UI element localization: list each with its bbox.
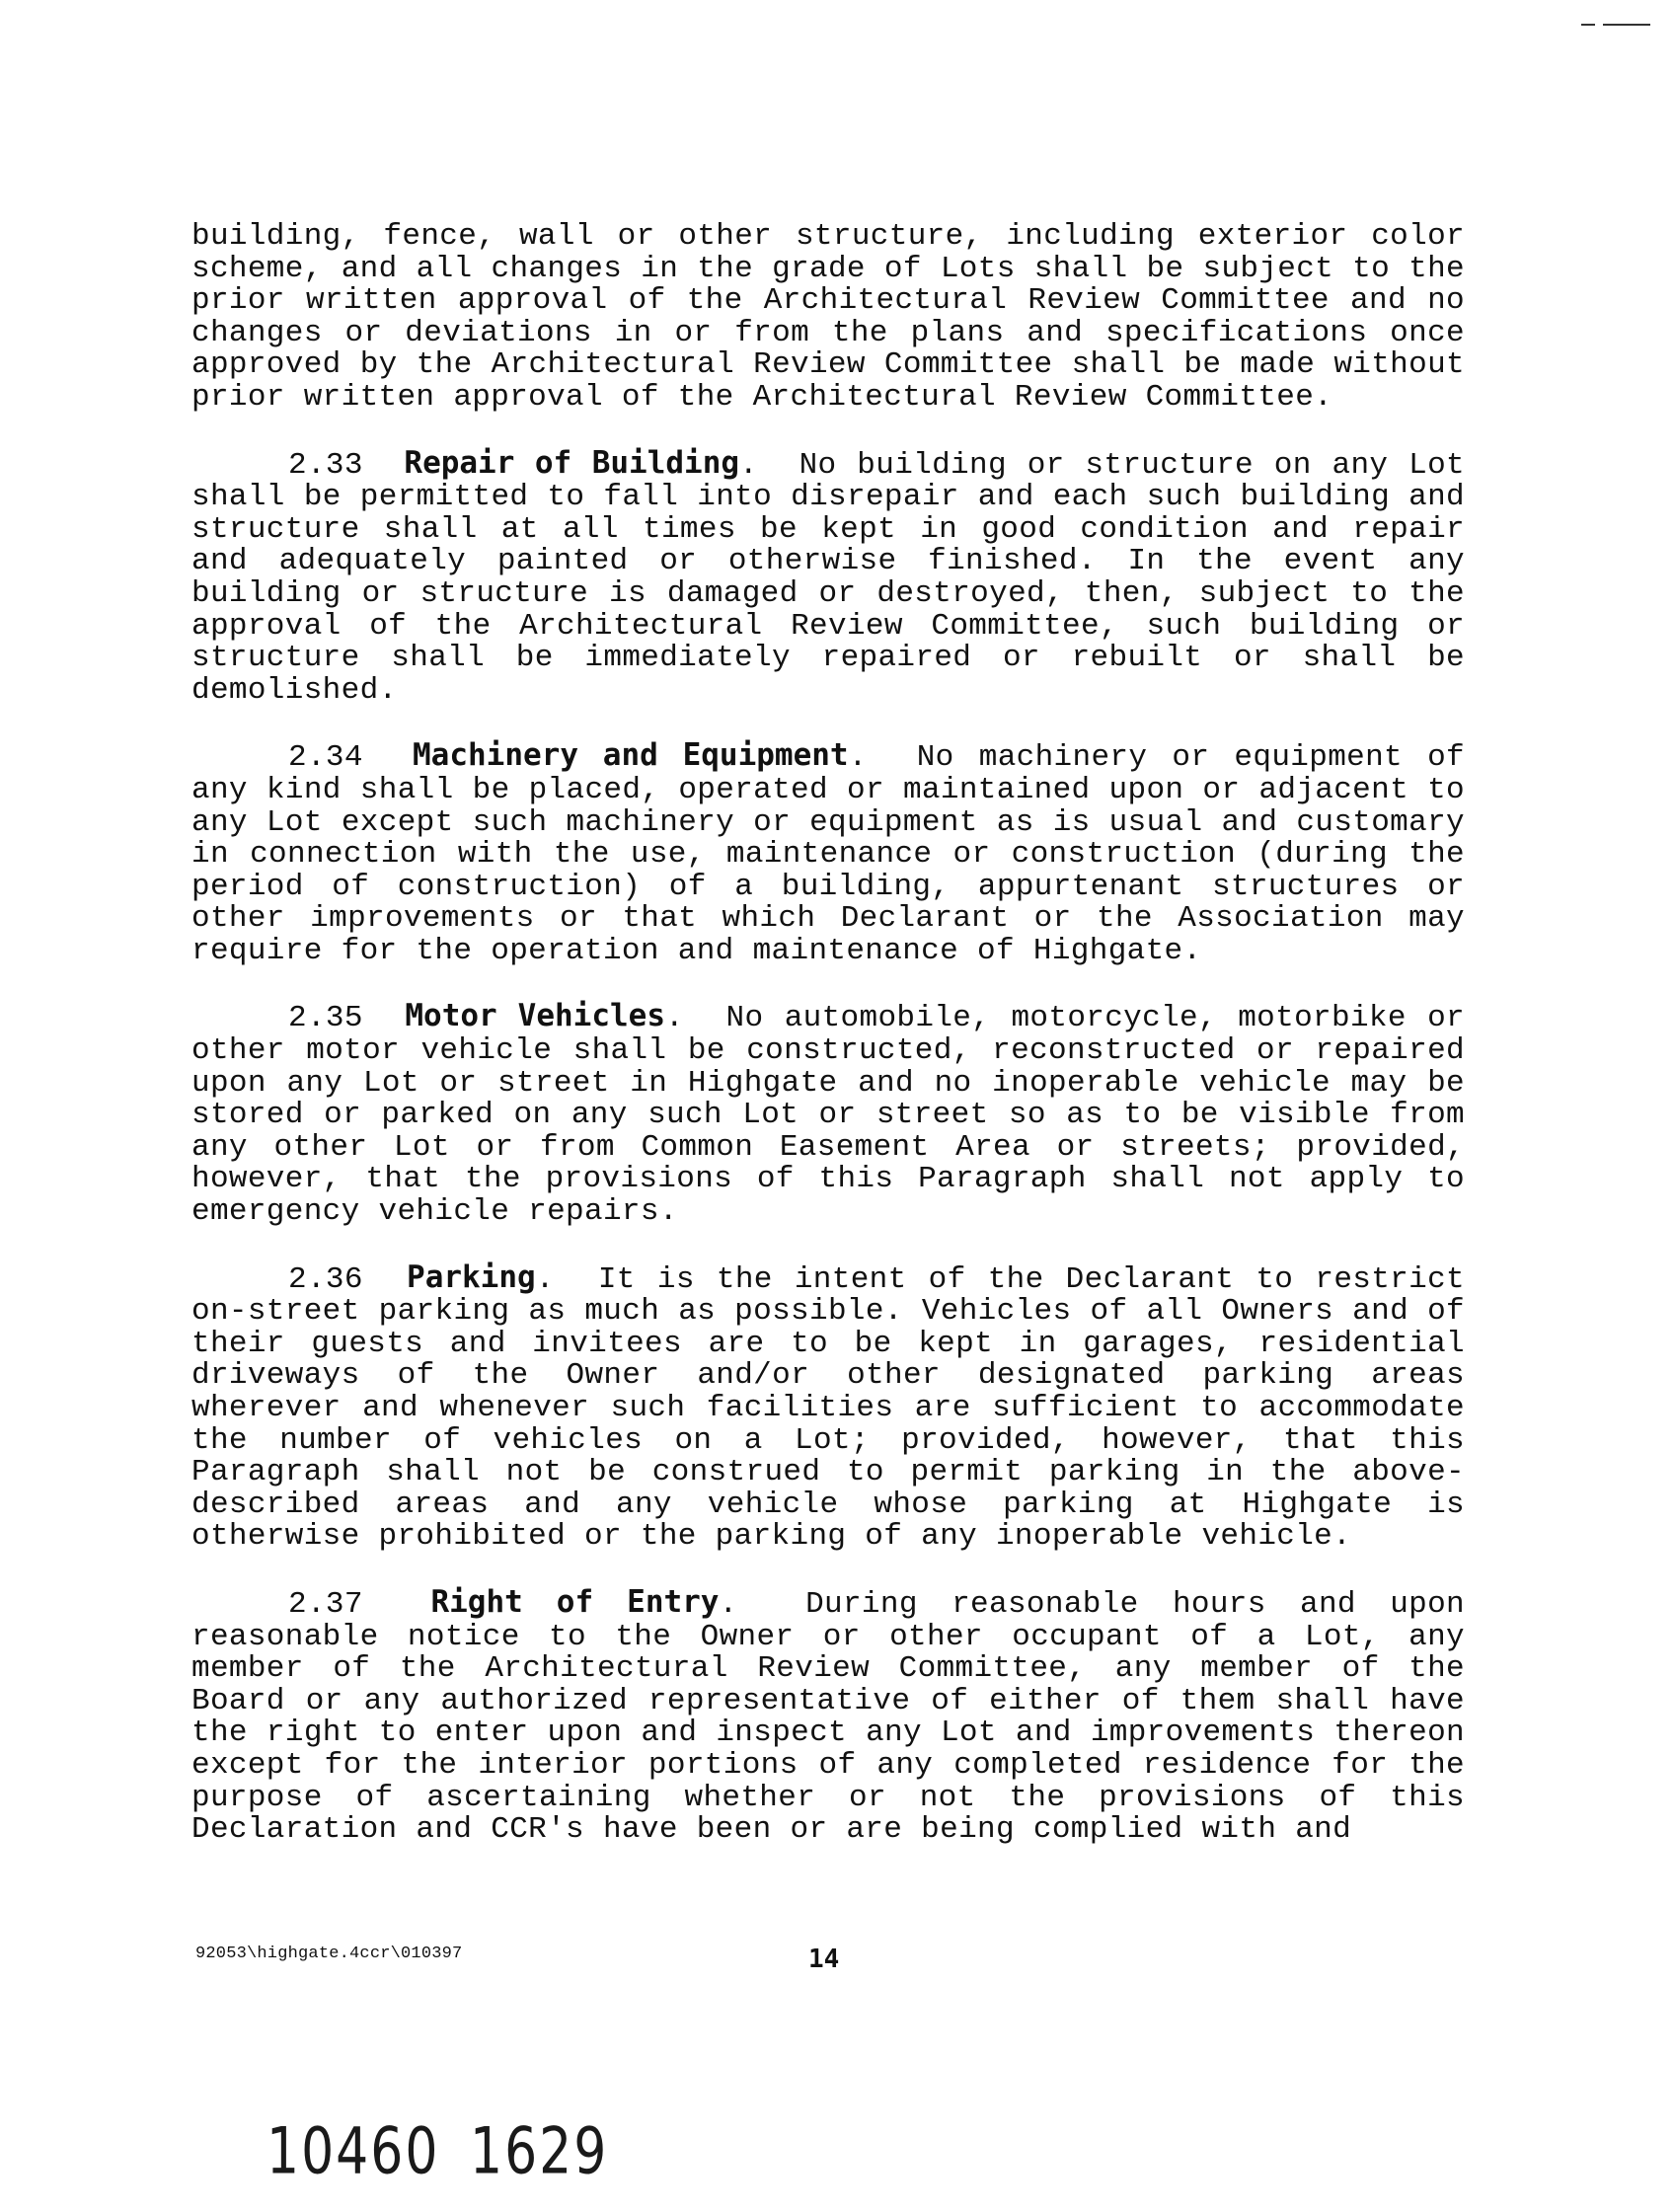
paragraph-2-33: 2.33 Repair of Building. No building or structure on any Lot shall be permitted to fall into disrepair and each such building and structure shall at all times be kept in good condition and repair and adequately painted or otherwise finished. In the event any building or structure is damaged or destroyed, then, subject to the approval of the Architectural Review Committee, such building or structure shall be immediately repaired or rebuilt or shall be demolished. <box>191 444 1466 708</box>
section-heading: Right of Entry <box>430 1583 720 1620</box>
section-number: 2.33 <box>288 447 363 483</box>
recording-stamp-page: 1629 <box>470 2114 609 2189</box>
paragraph-2-36: 2.36 Parking. It is the intent of the Declarant to restrict on-street parking as much as possible. Vehicles of all Owners and of their guests and invitees are to be kept in garages, residential driveways of the Owner and/or other designated parking areas wherever and whenever such facilities are sufficient to accommodate the number of vehicles on a Lot; provided, however, that this Paragraph shall not be construed to permit parking in the above-described areas and any vehicle whose parking at Highgate is otherwise prohibited or the parking of any inoperable vehicle. <box>191 1259 1465 1555</box>
paragraph-continued <box>191 221 1465 415</box>
paragraph-text: During reasonable hours and upon reasonable notice to the Owner or other occupant of a Lot, any member of the Architectural Review Committee, any member of the Board or any authorized representative of either of them shall have the right to enter upon and inspect any Lot and improvements thereon except for the interior portions of any completed residence for the purpose of ascertaining whether or not the provisions of this Declaration and CCR's have been or are being complied with and <box>191 1586 1466 1848</box>
paragraph-2-34: 2.34 Machinery and Equipment. No machinery or equipment of any kind shall be placed, operated or maintained upon or adjacent to any Lot except such machinery or equipment as is usual and customary in connection with the use, maintenance or construction (during the period of construction) of a building, appurtenant structures or other improvements or that which Declarant or the Association may require for the operation and maintenance of Highgate. <box>191 737 1466 968</box>
section-number: 2.36 <box>288 1261 363 1297</box>
paragraph-2-35: 2.35 Motor Vehicles. No automobile, motorcycle, motorbike or other motor vehicle shall be constructed, reconstructed or repaired upon any Lot or street in Highgate and no inoperable vehicle may be stored or parked on any such Lot or street so as to be visible from any other Lot or from Common Easement Area or streets; provided, however, that the provisions of this Paragraph shall not apply to emergency vehicle repairs. <box>191 998 1465 1230</box>
section-number: 2.35 <box>288 1001 363 1036</box>
section-heading: Parking <box>407 1259 536 1295</box>
corner-scan-mark <box>1581 24 1650 27</box>
footer-file-reference: 92053\highgate.4ccr\010397 <box>195 1945 463 1963</box>
document-body <box>191 221 1465 1847</box>
page-number: 14 <box>808 1945 840 1974</box>
paragraph-text: No automobile, motorcycle, motorbike or other motor vehicle shall be constructed, reconstructed or repaired upon any Lot or street in Highgate and no inoperable vehicle may be stored or parked on any such Lot or street so as to be visible from any other Lot or from Common Easement Area or streets; provided, however, that the provisions of this Paragraph shall not apply to emergency vehicle repairs. <box>191 1001 1465 1230</box>
paragraph-text: No building or structure on any Lot shall be permitted to fall into disrepair and each such building and structure shall at all times be kept in good condition and repair and adequately painted or otherwise finished. In the event any building or structure is damaged or destroyed, then, subject to the approval of the Architectural Review Committee, such building or structure shall be immediately repaired or rebuilt or shall be demolished. <box>191 447 1466 708</box>
recording-stamp-book: 10460 <box>266 2114 440 2189</box>
section-heading: Repair of Building <box>404 444 740 481</box>
section-number: 2.34 <box>288 740 363 776</box>
section-heading: Machinery and Equipment <box>413 737 849 774</box>
paragraph-text: building, fence, wall or other structure, including exterior color scheme, and all changes in the grade of Lots shall be subject to the prior written approval of the Architectural Review Committee and no changes or deviations in or from the plans and specifications once approved by the Architectural Review Committee shall be made without prior written approval of the Architectural Review Committee. <box>191 219 1465 415</box>
section-number: 2.37 <box>288 1586 363 1622</box>
paragraph-text: No machinery or equipment of any kind shall be placed, operated or maintained upon or adjacent to any Lot except such machinery or equipment as is usual and customary in connection with the use, maintenance or construction (during the period of construction) of a building, appurtenant structures or other improvements or that which Declarant or the Association may require for the operation and maintenance of Highgate. <box>191 740 1466 968</box>
paragraph-text: It is the intent of the Declarant to restrict on-street parking as much as possible. Vehicles of all Owners and of their guests and invitees are to be kept in garages, residential driveways of the Owner and/or other designated parking areas wherever and whenever such facilities are sufficient to accommodate the number of vehicles on a Lot; provided, however, that this Paragraph shall not be construed to permit parking in the above-described areas and any vehicle whose parking at Highgate is otherwise prohibited or the parking of any inoperable vehicle. <box>191 1261 1465 1555</box>
section-heading: Motor Vehicles <box>405 998 665 1034</box>
paragraph-2-37: 2.37 Right of Entry. During reasonable hours and upon reasonable notice to the Owner or other occupant of a Lot, any member of the Architectural Review Committee, any member of the Board or any authorized representative of either of them shall have the right to enter upon and inspect any Lot and improvements thereon except for the interior portions of any completed residence for the purpose of ascertaining whether or not the provisions of this Declaration and CCR's have been or are being complied with and <box>191 1583 1466 1848</box>
